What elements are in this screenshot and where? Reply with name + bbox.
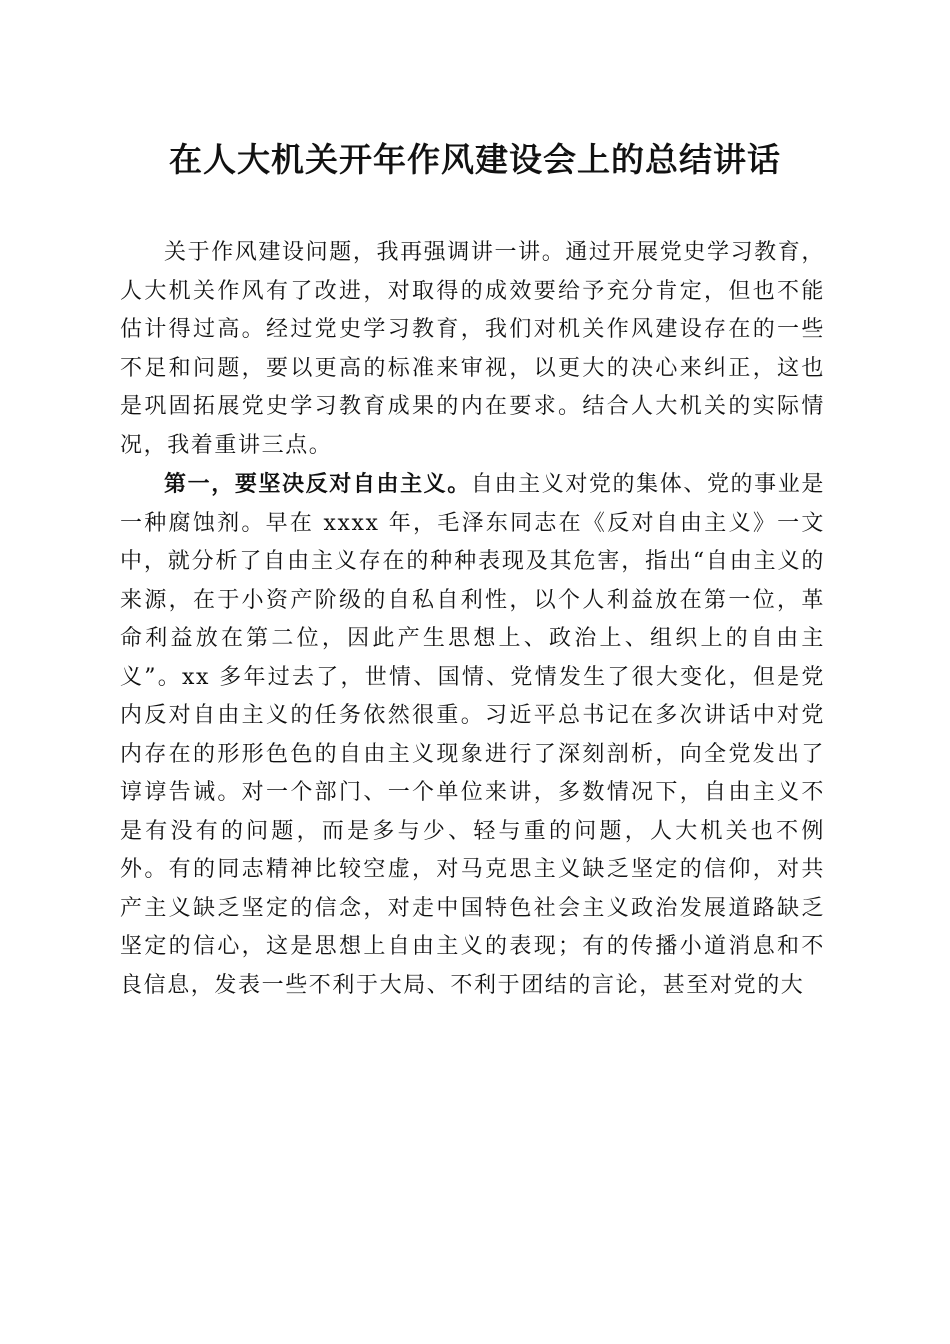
paragraph-intro <box>120 234 825 465</box>
document-body <box>120 234 825 1005</box>
paragraph-point-one-text: 自由主义对党的集体、党的事业是一种腐蚀剂。早在 xxxx 年，毛泽东同志在《反对自由主义》一文中，就分析了自由主义存在的种种表现及其危害，指出“自由主义的来源，在于小资产阶级的自私自利性，以个人利益放在第一位，革命利益放在第二位，因此产生思想上、政治上、组织上的自由主义”。xx 多年过去了，世情、国情、党情发生了很大变化，但是党内反对自由主义的任务依然很重。习近平总书记在多次讲话中对党内存在的形形色色的自由主义现象进行了深刻剖析，向全党发出了谆谆告诫。对一个部门、一个单位来讲，多数情况下，自由主义不是有没有的问题，而是多与少、轻与重的问题，人大机关也不例外。有的同志精神比较空虚，对马克思主义缺乏坚定的信仰，对共产主义缺乏坚定的信念，对走中国特色社会主义政治发展道路缺乏坚定的信心，这是思想上自由主义的表现；有的传播小道消息和不良信息，发表一些不利于大局、不利于团结的言论，甚至对党的大 <box>120 472 825 998</box>
paragraph-intro-text: 关于作风建设问题，我再强调讲一讲。通过开展党史学习教育，人大机关作风有了改进，对取得的成效要给予充分肯定，但也不能估计得过高。经过党史学习教育，我们对机关作风建设存在的一些不足和问题，要以更高的标准来审视，以更大的决心来纠正，这也是巩固拓展党史学习教育成果的内在要求。结合人大机关的实际情况，我着重讲三点。 <box>120 240 825 458</box>
paragraph-point-one-heading: 第一，要坚决反对自由主义。 <box>164 471 471 497</box>
document-title: 在人大机关开年作风建设会上的总结讲话 <box>169 140 781 179</box>
paragraph-point-one <box>120 465 825 1005</box>
